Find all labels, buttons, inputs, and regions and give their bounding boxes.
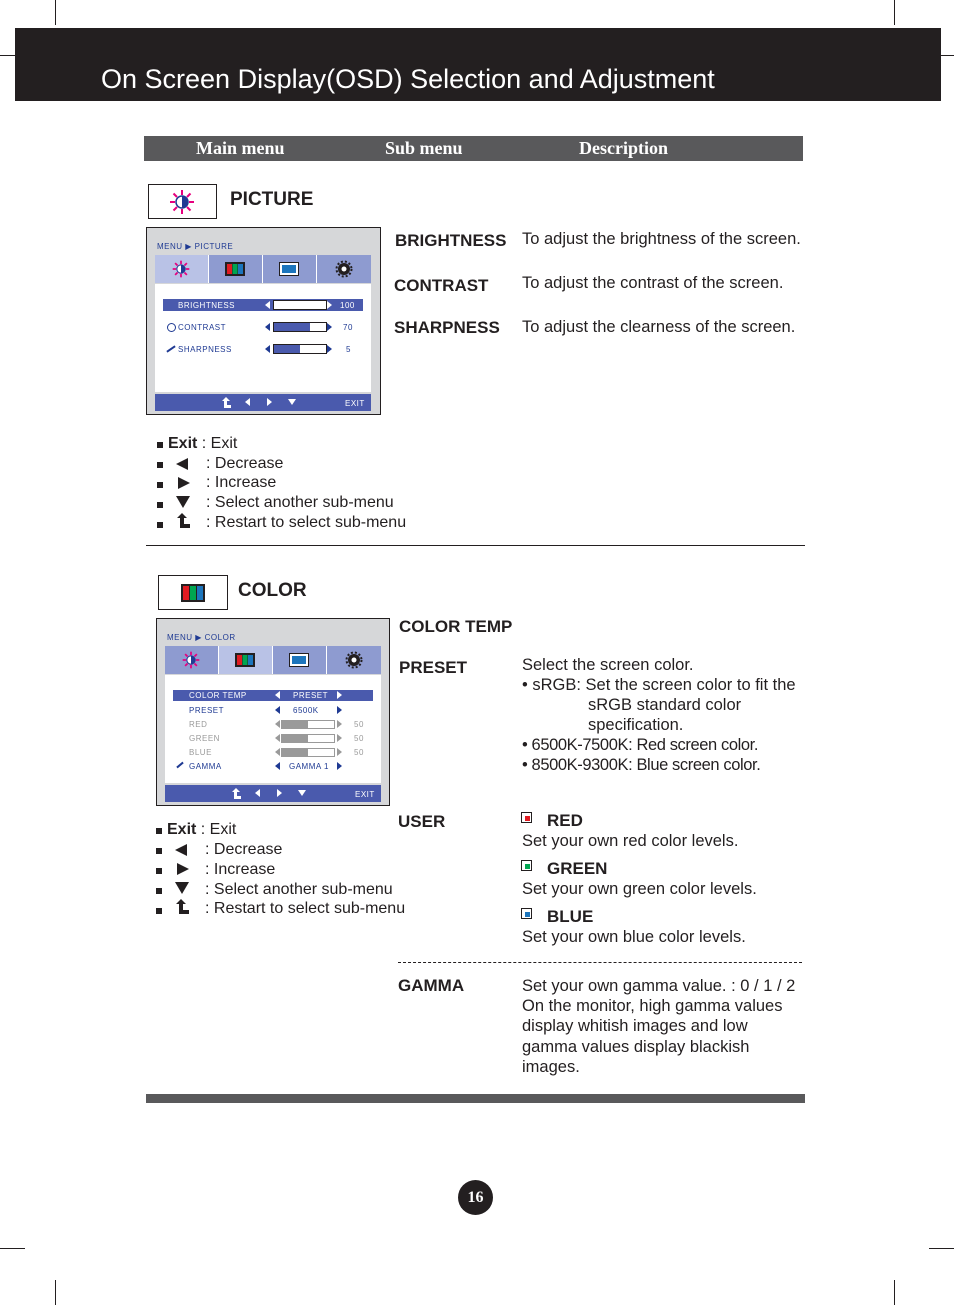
osd-breadcrumb: MENU ▶ COLOR [167, 633, 236, 642]
user-blue-label: BLUE [547, 907, 594, 926]
user-green-label: GREEN [547, 859, 608, 878]
osd-tab-settings [327, 646, 381, 674]
column-sub-menu: Sub menu [385, 138, 463, 158]
down-icon [298, 790, 306, 796]
crop-mark [894, 0, 895, 25]
osd-decrease-icon [275, 734, 280, 742]
brightness-icon [169, 189, 195, 215]
dashed-divider [398, 962, 802, 963]
sub-preset: PRESET [399, 658, 468, 677]
color-bars-icon [181, 584, 205, 602]
gamma-icon [176, 762, 183, 769]
osd-footer [165, 785, 381, 802]
bottom-rule [146, 1094, 805, 1103]
preset-desc-line: • 6500K-7500K: Red screen color. [522, 736, 759, 754]
osd-exit-label: EXIT [345, 399, 365, 408]
bullet [157, 502, 163, 508]
down-icon [176, 496, 190, 508]
osd-breadcrumb: MENU ▶ PICTURE [157, 242, 234, 251]
sub-color-temp: COLOR TEMP [399, 617, 513, 636]
user-blue-desc: Set your own blue color levels. [522, 928, 746, 946]
color-icon-box [158, 575, 228, 610]
desc-sharpness: To adjust the clearness of the screen. [522, 318, 796, 336]
osd-tab-bar [155, 255, 371, 283]
desc-contrast: To adjust the contrast of the screen. [522, 274, 784, 292]
green-swatch-icon [521, 860, 532, 871]
osd-row-value: PRESET [293, 691, 329, 700]
bullet [156, 828, 162, 834]
osd-row-value: 50 [354, 734, 364, 743]
osd-tab-picture [165, 646, 219, 674]
legend-restart: : Restart to select sub-menu [205, 900, 406, 917]
user-green-desc: Set your own green color levels. [522, 880, 757, 898]
osd-level-fill [274, 301, 326, 309]
red-swatch-icon [521, 812, 532, 823]
osd-content [165, 675, 381, 783]
osd-level-bar [281, 734, 335, 743]
osd-level-bar [281, 748, 335, 757]
osd-row-value: 50 [354, 720, 364, 729]
user-red-label: RED [547, 811, 583, 830]
osd-row-label: COLOR TEMP [189, 691, 247, 700]
legend-select: : Select another sub-menu [205, 881, 393, 898]
osd-content [155, 284, 371, 392]
osd-decrease-icon [265, 323, 270, 331]
gamma-desc-line: display whitish images and low [522, 1017, 748, 1035]
legend-decrease: : Decrease [205, 841, 283, 858]
osd-decrease-icon [275, 720, 280, 728]
picture-title: PICTURE [230, 189, 314, 210]
picture-osd-screenshot [146, 227, 381, 415]
osd-level-bar [281, 720, 335, 729]
crop-mark [929, 1248, 954, 1249]
color-osd-screenshot [156, 618, 390, 806]
legend-exit-key: Exit [168, 435, 198, 452]
decrease-icon [175, 844, 187, 856]
sharpness-icon [166, 345, 175, 352]
desc-brightness: To adjust the brightness of the screen. [522, 230, 801, 248]
page-number: 16 [458, 1180, 493, 1215]
return-icon [176, 513, 190, 528]
crop-mark [894, 1280, 895, 1305]
osd-decrease-icon [275, 748, 280, 756]
display-icon [279, 262, 299, 276]
osd-level-fill [282, 735, 308, 742]
contrast-icon [167, 323, 176, 332]
decrease-icon [245, 398, 250, 406]
osd-row-label: GREEN [189, 734, 220, 743]
gamma-desc-line: Set your own gamma value. : 0 / 1 / 2 [522, 977, 796, 995]
bullet [157, 442, 163, 448]
legend-exit [168, 435, 237, 453]
osd-row-label: CONTRAST [178, 323, 226, 332]
legend-restart: : Restart to select sub-menu [206, 514, 407, 531]
sub-brightness: BRIGHTNESS [395, 231, 507, 250]
osd-row-label: GAMMA [189, 762, 222, 771]
legend-exit-text: : Exit [197, 435, 238, 452]
legend-increase: : Increase [205, 861, 276, 878]
increase-icon [178, 477, 190, 489]
legend-exit-text: : Exit [196, 821, 237, 838]
user-red-desc: Set your own red color levels. [522, 832, 739, 850]
osd-level-fill [282, 721, 308, 728]
preset-desc-line: • 8500K-9300K: Blue screen color. [522, 756, 761, 774]
osd-increase-icon [337, 748, 342, 756]
osd-increase-icon [337, 720, 342, 728]
osd-decrease-icon [275, 762, 280, 770]
increase-icon [177, 863, 189, 875]
osd-tab-settings [317, 255, 371, 283]
bullet [156, 888, 162, 894]
osd-level-bar [273, 322, 327, 332]
osd-increase-icon [337, 691, 342, 699]
legend-increase: : Increase [206, 474, 277, 491]
osd-tab-display [273, 646, 327, 674]
osd-level-bar [273, 300, 327, 310]
osd-exit-label: EXIT [355, 790, 375, 799]
increase-icon [267, 398, 272, 406]
brightness-icon [182, 651, 200, 669]
osd-level-fill [274, 323, 310, 331]
column-main-menu: Main menu [196, 138, 285, 158]
bullet [157, 482, 163, 488]
osd-row-value: 100 [340, 301, 355, 310]
gear-icon [335, 260, 353, 278]
down-icon [175, 882, 189, 894]
osd-row-value: 5 [346, 345, 351, 354]
color-title: COLOR [238, 580, 307, 601]
return-icon [221, 397, 231, 408]
preset-desc-line: specification. [588, 716, 684, 734]
picture-icon-box [148, 184, 217, 219]
increase-icon [277, 789, 282, 797]
decrease-icon [176, 458, 188, 470]
bullet [157, 462, 163, 468]
legend-select: : Select another sub-menu [206, 494, 394, 511]
section-divider [146, 545, 805, 546]
display-icon [289, 653, 309, 667]
sub-sharpness: SHARPNESS [394, 318, 500, 337]
sub-user: USER [398, 812, 446, 831]
osd-level-fill [274, 345, 300, 353]
osd-row-label: RED [189, 720, 208, 729]
color-bars-icon [225, 262, 245, 276]
osd-row-value: GAMMA 1 [289, 762, 329, 771]
gamma-desc-line: gamma values display blackish [522, 1038, 750, 1056]
osd-increase-icon [327, 345, 332, 353]
osd-decrease-icon [265, 301, 270, 309]
osd-increase-icon [337, 706, 342, 714]
osd-tab-bar [165, 646, 381, 674]
osd-row-value: 50 [354, 748, 364, 757]
return-icon [175, 899, 189, 914]
blue-swatch-icon [521, 908, 532, 919]
osd-level-bar [273, 344, 327, 354]
return-icon [231, 788, 241, 799]
osd-tab-color [219, 646, 273, 674]
gamma-desc-line: On the monitor, high gamma values [522, 997, 783, 1015]
gamma-desc-line: images. [522, 1058, 580, 1076]
brightness-icon [172, 260, 190, 278]
osd-row-label: BLUE [189, 748, 212, 757]
legend-decrease: : Decrease [206, 455, 284, 472]
preset-desc-line: • sRGB: Set the screen color to fit the [522, 676, 796, 694]
osd-tab-picture [155, 255, 209, 283]
osd-row-label: BRIGHTNESS [178, 301, 236, 310]
column-description: Description [579, 138, 668, 158]
osd-row-value: 6500K [293, 706, 319, 715]
crop-mark [55, 0, 56, 25]
osd-decrease-icon [275, 706, 280, 714]
preset-desc-line: Select the screen color. [522, 656, 694, 674]
osd-row-label: SHARPNESS [178, 345, 232, 354]
osd-tab-display [263, 255, 317, 283]
osd-decrease-icon [275, 691, 280, 699]
osd-increase-icon [337, 734, 342, 742]
bullet [157, 522, 163, 528]
crop-mark [0, 1248, 25, 1249]
down-icon [288, 399, 296, 405]
gear-icon [345, 651, 363, 669]
bullet [156, 868, 162, 874]
page-title: On Screen Display(OSD) Selection and Adjustment [101, 64, 715, 94]
sub-gamma: GAMMA [398, 976, 465, 995]
legend-exit [167, 821, 236, 839]
legend-exit-key: Exit [167, 821, 197, 838]
osd-increase-icon [327, 301, 332, 309]
osd-decrease-icon [265, 345, 270, 353]
decrease-icon [255, 789, 260, 797]
sub-contrast: CONTRAST [394, 276, 489, 295]
crop-mark [55, 1280, 56, 1305]
osd-tab-color [209, 255, 263, 283]
osd-row-value: 70 [343, 323, 353, 332]
bullet [156, 848, 162, 854]
bullet [156, 908, 162, 914]
osd-increase-icon [327, 323, 332, 331]
preset-desc-line: sRGB standard color [588, 696, 742, 714]
osd-row-label: PRESET [189, 706, 225, 715]
osd-footer [155, 394, 371, 411]
osd-level-fill [282, 749, 308, 756]
color-bars-icon [235, 653, 255, 667]
osd-increase-icon [337, 762, 342, 770]
